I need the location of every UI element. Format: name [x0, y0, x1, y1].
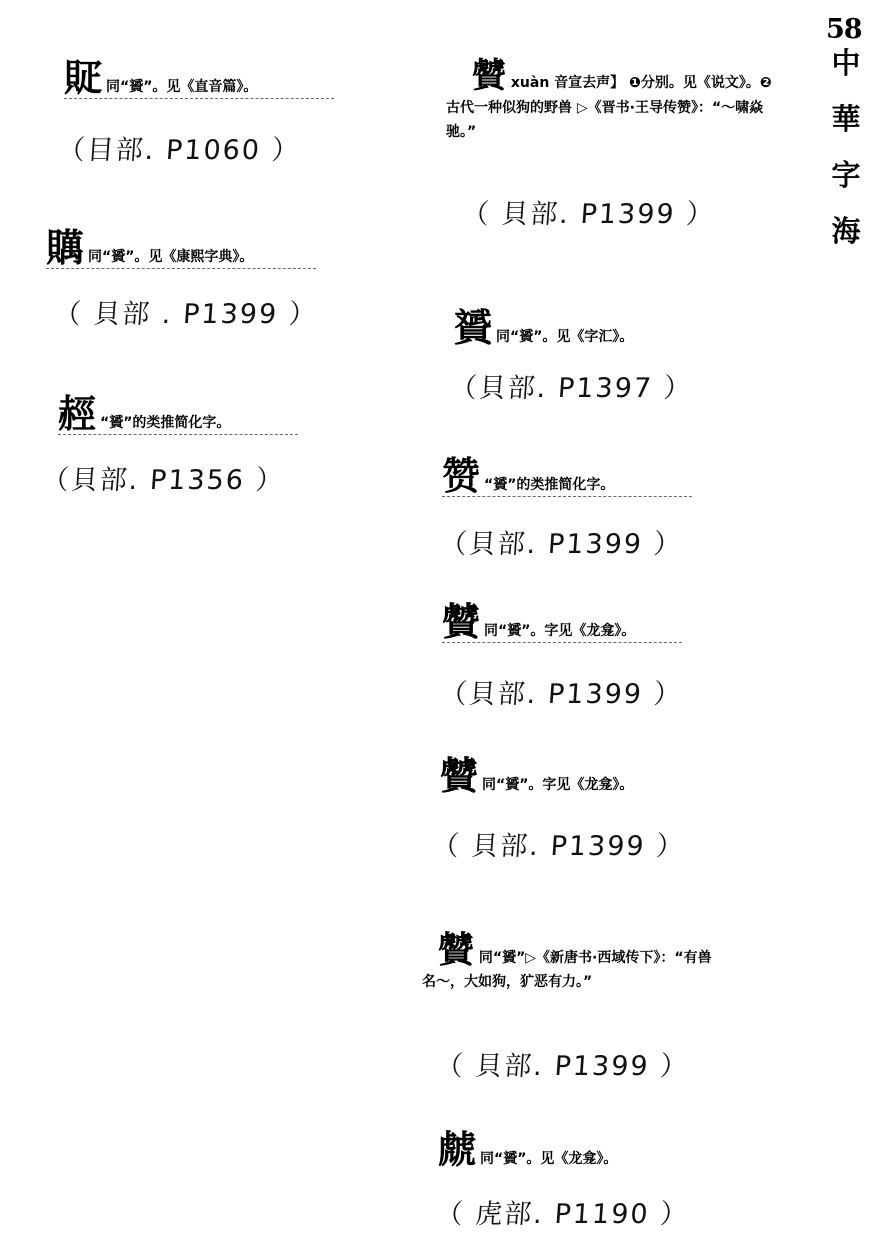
handwritten-reference: （ 貝部. P1399 ）: [430, 831, 687, 862]
dictionary-entry: [64, 55, 334, 100]
dictionary-entry: [454, 305, 634, 350]
dictionary-entry: [446, 56, 776, 144]
headword-char: 贙: [440, 753, 479, 798]
dictionary-entry: [442, 453, 692, 498]
handwritten-reference: （貝部. P1399 ）: [438, 679, 684, 710]
title-char: 中: [831, 46, 861, 80]
handwritten-reference: （目部. P1060 ）: [56, 135, 302, 166]
vertical-title: [828, 48, 864, 246]
title-char: 字: [831, 158, 861, 192]
page-number: 58: [826, 14, 862, 45]
headword-char: 䞓: [58, 391, 97, 436]
dictionary-entry: [46, 225, 316, 270]
handwritten-reference: （貝部. P1397 ）: [448, 373, 694, 404]
entry-definition: 同“贇”。见《康熙字典》。: [88, 249, 254, 265]
dictionary-entry: [438, 1127, 618, 1172]
handwritten-reference: （貝部. P1356 ）: [40, 465, 286, 496]
handwritten-reference: （ 貝部 . P1399 ）: [52, 299, 319, 330]
headword-char: 䝪: [64, 55, 103, 100]
entry-definition: 同“贇”。见《龙龛》。: [480, 1151, 618, 1167]
handwritten-reference: （ 虎部. P1190 ）: [434, 1199, 691, 1230]
entry-definition: xuàn 音宣去声】 ❶分别。见《说文》。❷古代一种似狗的野兽 ▷《晋书·王导传赞》：“～啸焱驰。”: [446, 75, 772, 140]
title-char: 海: [831, 214, 861, 248]
entry-definition: 同“贇”。见《字汇》。: [496, 329, 634, 345]
headword-char: 虤: [438, 1127, 477, 1172]
dictionary-entry: [442, 599, 682, 644]
handwritten-reference: （ 貝部. P1399 ）: [434, 1051, 691, 1082]
headword-char: 贇: [454, 305, 493, 350]
entry-definition: 同“贇”。见《直音篇》。: [106, 79, 258, 95]
entry-definition: 同“贇”。字见《龙龛》。: [482, 777, 634, 793]
dictionary-entry: [440, 753, 634, 798]
handwritten-reference: （ 貝部. P1399 ）: [460, 199, 717, 230]
headword-char: 贙: [438, 929, 475, 971]
headword-char: 赞: [442, 453, 481, 498]
entry-definition: 同“贇”▷《新唐书·西域传下》：“有兽名～，大如狗，犷恶有力。”: [422, 950, 712, 990]
entry-definition: “贇”的类推简化字。: [484, 477, 615, 493]
title-char: 華: [831, 102, 861, 136]
headword-char: 贎: [46, 225, 85, 270]
entry-definition: 同“贇”。字见《龙龛》。: [484, 623, 636, 639]
handwritten-reference: （貝部. P1399 ）: [438, 529, 684, 560]
headword-char: 贙: [442, 599, 481, 644]
dictionary-entry: [422, 930, 722, 994]
headword-char: 贙: [472, 56, 506, 96]
dictionary-entry: [58, 391, 298, 436]
entry-definition: “贇”的类推简化字。: [100, 415, 231, 431]
